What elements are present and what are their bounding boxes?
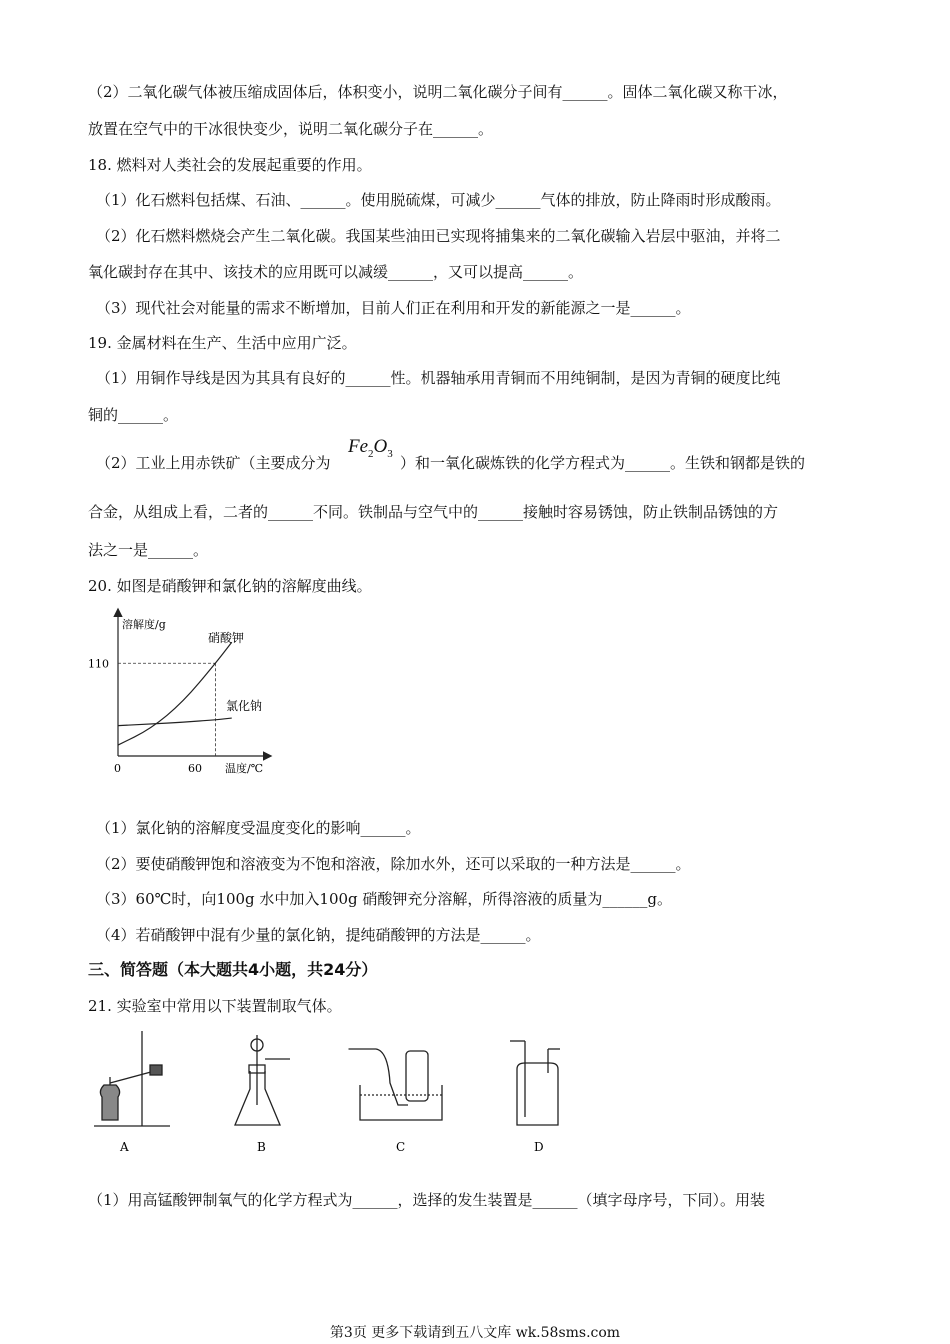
q20-3: （3）60℃时，向100g 水中加入100g 硝酸钾充分溶解，所得溶液的质量为______g。 <box>96 890 673 908</box>
q18-title: 18. 燃料对人类社会的发展起重要的作用。 <box>88 156 372 174</box>
q17-2-line1: （2）二氧化碳气体被压缩成固体后，体积变小，说明二氧化碳分子间有______。固体二氧化碳又称干冰， <box>88 83 788 101</box>
q19-2-line2: 合金，从组成上看，二者的______不同。铁制品与空气中的______接触时容易锈蚀，防止铁制品锈蚀的方 <box>88 503 779 521</box>
solubility-chart <box>88 604 290 784</box>
q17-2-line2: 放置在空气中的干冰很快变少，说明二氧化碳分子在______。 <box>88 120 494 138</box>
kno3-label: 硝酸钾 <box>208 631 245 645</box>
q19-2-line3: 法之一是______。 <box>88 541 209 559</box>
q19-1-line1: （1）用铜作导线是因为其具有良好的______性。机器轴承用青铜而不用纯铜制，是因为青铜的硬度比纯 <box>96 369 781 387</box>
q20-1: （1）氯化钠的溶解度受温度变化的影响______。 <box>96 819 421 837</box>
q18-2-line2: 氧化碳封存在其中、该技术的应用既可以减缓______，又可以提高______。 <box>88 263 584 281</box>
x-axis-label: 温度/℃ <box>225 762 264 775</box>
label-c: C <box>396 1140 406 1154</box>
q20-2: （2）要使硝酸钾饱和溶液变为不饱和溶液，除加水外，还可以采取的一种方法是______。 <box>96 855 691 873</box>
label-b: B <box>257 1140 266 1154</box>
q19-1-line2: 铜的______。 <box>88 406 179 424</box>
x-tick-60: 60 <box>188 762 202 775</box>
fe2o3-formula: $Fe_2O_3$ <box>348 436 393 460</box>
x-tick-0: 0 <box>114 762 121 775</box>
nacl-curve <box>118 718 232 726</box>
q19-2-line1a: （2）工业上用赤铁矿（主要成分为 <box>96 454 331 472</box>
q19-title: 19. 金属材料在生产、生活中应用广泛。 <box>88 334 357 352</box>
q18-2-line1: （2）化石燃料燃烧会产生二氧化碳。我国某些油田已实现将捕集来的二氧化碳输入岩层中驱油，并将二 <box>96 227 781 245</box>
apparatus-c <box>349 1049 442 1120</box>
label-a: A <box>120 1140 129 1154</box>
apparatus-d <box>510 1041 560 1125</box>
y-tick-110: 110 <box>88 657 109 671</box>
q21-title: 21. 实验室中常用以下装置制取气体。 <box>88 997 342 1015</box>
q20-title: 20. 如图是硝酸钾和氯化钠的溶解度曲线。 <box>88 577 372 595</box>
page-footer: 第3页 更多下载请到五八文库 wk.58sms.com <box>329 1325 621 1341</box>
y-axis-label: 溶解度/g <box>122 618 166 631</box>
q18-3: （3）现代社会对能量的需求不断增加，目前人们正在利用和开发的新能源之一是______。 <box>96 299 691 317</box>
nacl-label: 氯化钠 <box>226 699 263 713</box>
label-d: D <box>534 1140 544 1154</box>
apparatus-figure <box>80 1025 580 1160</box>
q19-2-line1b: ）和一氧化碳炼铁的化学方程式为______。生铁和钢都是铁的 <box>400 454 806 472</box>
apparatus-b <box>235 1035 290 1125</box>
q20-4: （4）若硝酸钾中混有少量的氯化钠，提纯硝酸钾的方法是______。 <box>96 926 541 944</box>
section-3-heading: 三、简答题（本大题共4小题，共24分） <box>88 960 378 979</box>
q21-1: （1）用高锰酸钾制氧气的化学方程式为______，选择的发生装置是______（填字母序号，下同）。用装 <box>88 1191 766 1209</box>
q18-1: （1）化石燃料包括煤、石油、______。使用脱硫煤，可减少______气体的排放，防止降雨时形成酸雨。 <box>96 191 781 209</box>
apparatus-a <box>94 1031 170 1126</box>
kno3-curve <box>118 642 232 745</box>
